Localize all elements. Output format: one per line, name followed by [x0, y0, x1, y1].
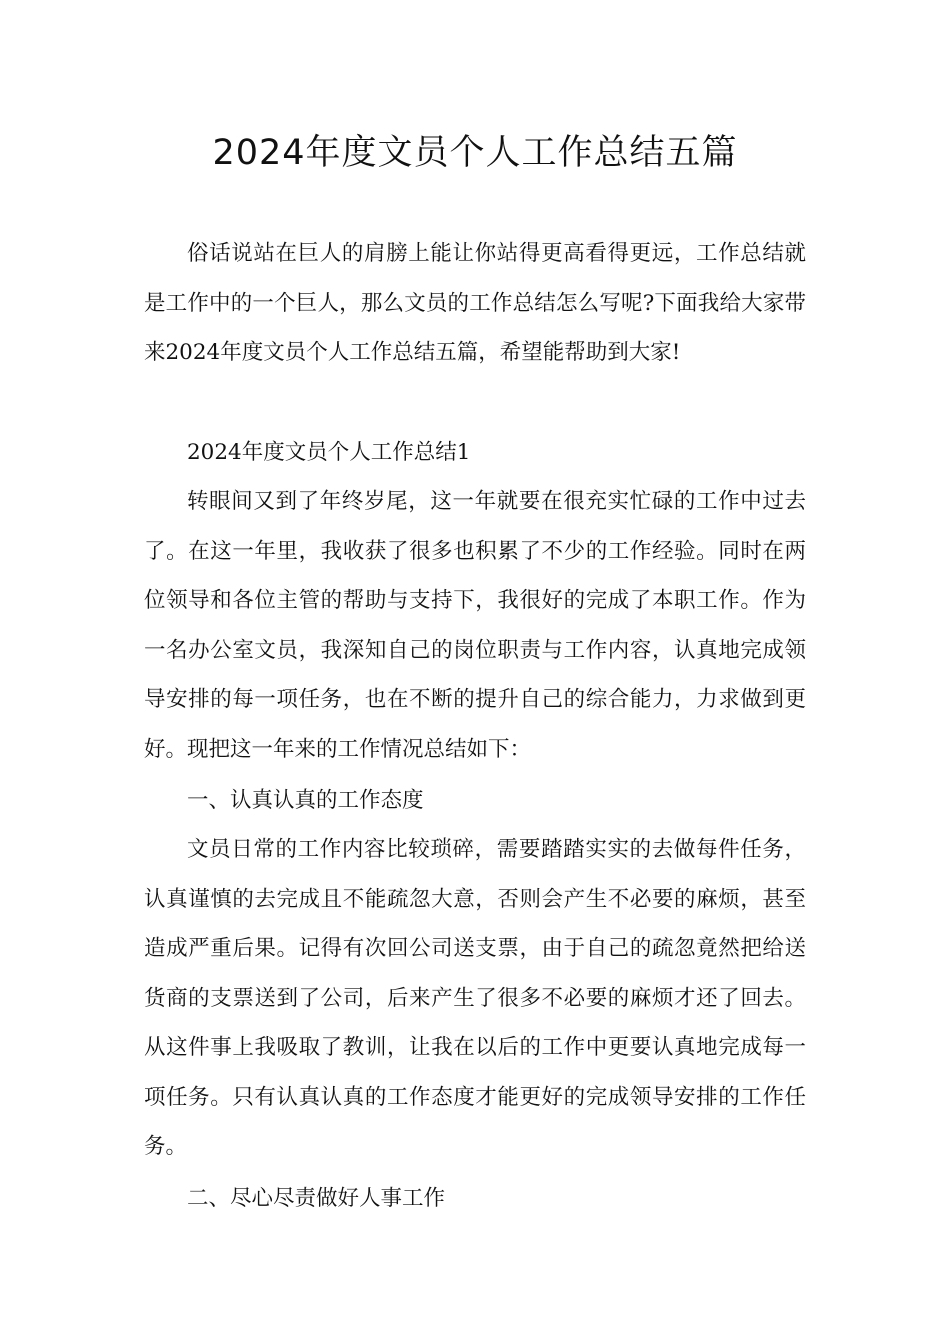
subheading-2: 二、尽心尽责做好人事工作: [187, 1186, 446, 1211]
document-title: 2024年度文员个人工作总结五篇: [212, 133, 738, 173]
intro-paragraph: 俗话说站在巨人的肩膀上能让你站得更高看得更远，工作总结就是工作中的一个巨人，那么文员的工作总结怎么写呢?下面我给大家带来2024年度文员个人工作总结五篇，希望能帮助到大家!: [144, 241, 806, 365]
section-heading-1: 2024年度文员个人工作总结1: [187, 440, 471, 465]
section-1-paragraph: 转眼间又到了年终岁尾，这一年就要在很充实忙碌的工作中过去了。在这一年里，我收获了很多也积累了不少的工作经验。同时在两位领导和各位主管的帮助与支持下，我很好的完成了本职工作。作为一名办公室文员，我深知自己的岗位职责与工作内容，认真地完成领导安排的每一项任务，也在不断的提升自己的综合能力，力求做到更好。现把这一年来的工作情况总结如下：: [144, 489, 806, 762]
subheading-1: 一、认真认真的工作态度: [187, 788, 424, 813]
subheading-1-paragraph: 文员日常的工作内容比较琐碎，需要踏踏实实的去做每件任务，认真谨慎的去完成且不能疏忽大意，否则会产生不必要的麻烦，甚至造成严重后果。记得有次回公司送支票，由于自己的疏忽竟然把给送货商的支票送到了公司，后来产生了很多不必要的麻烦才还了回去。从这件事上我吸取了教训，让我在以后的工作中更要认真地完成每一项任务。只有认真认真的工作态度才能更好的完成领导安排的工作任务。: [144, 837, 806, 1159]
